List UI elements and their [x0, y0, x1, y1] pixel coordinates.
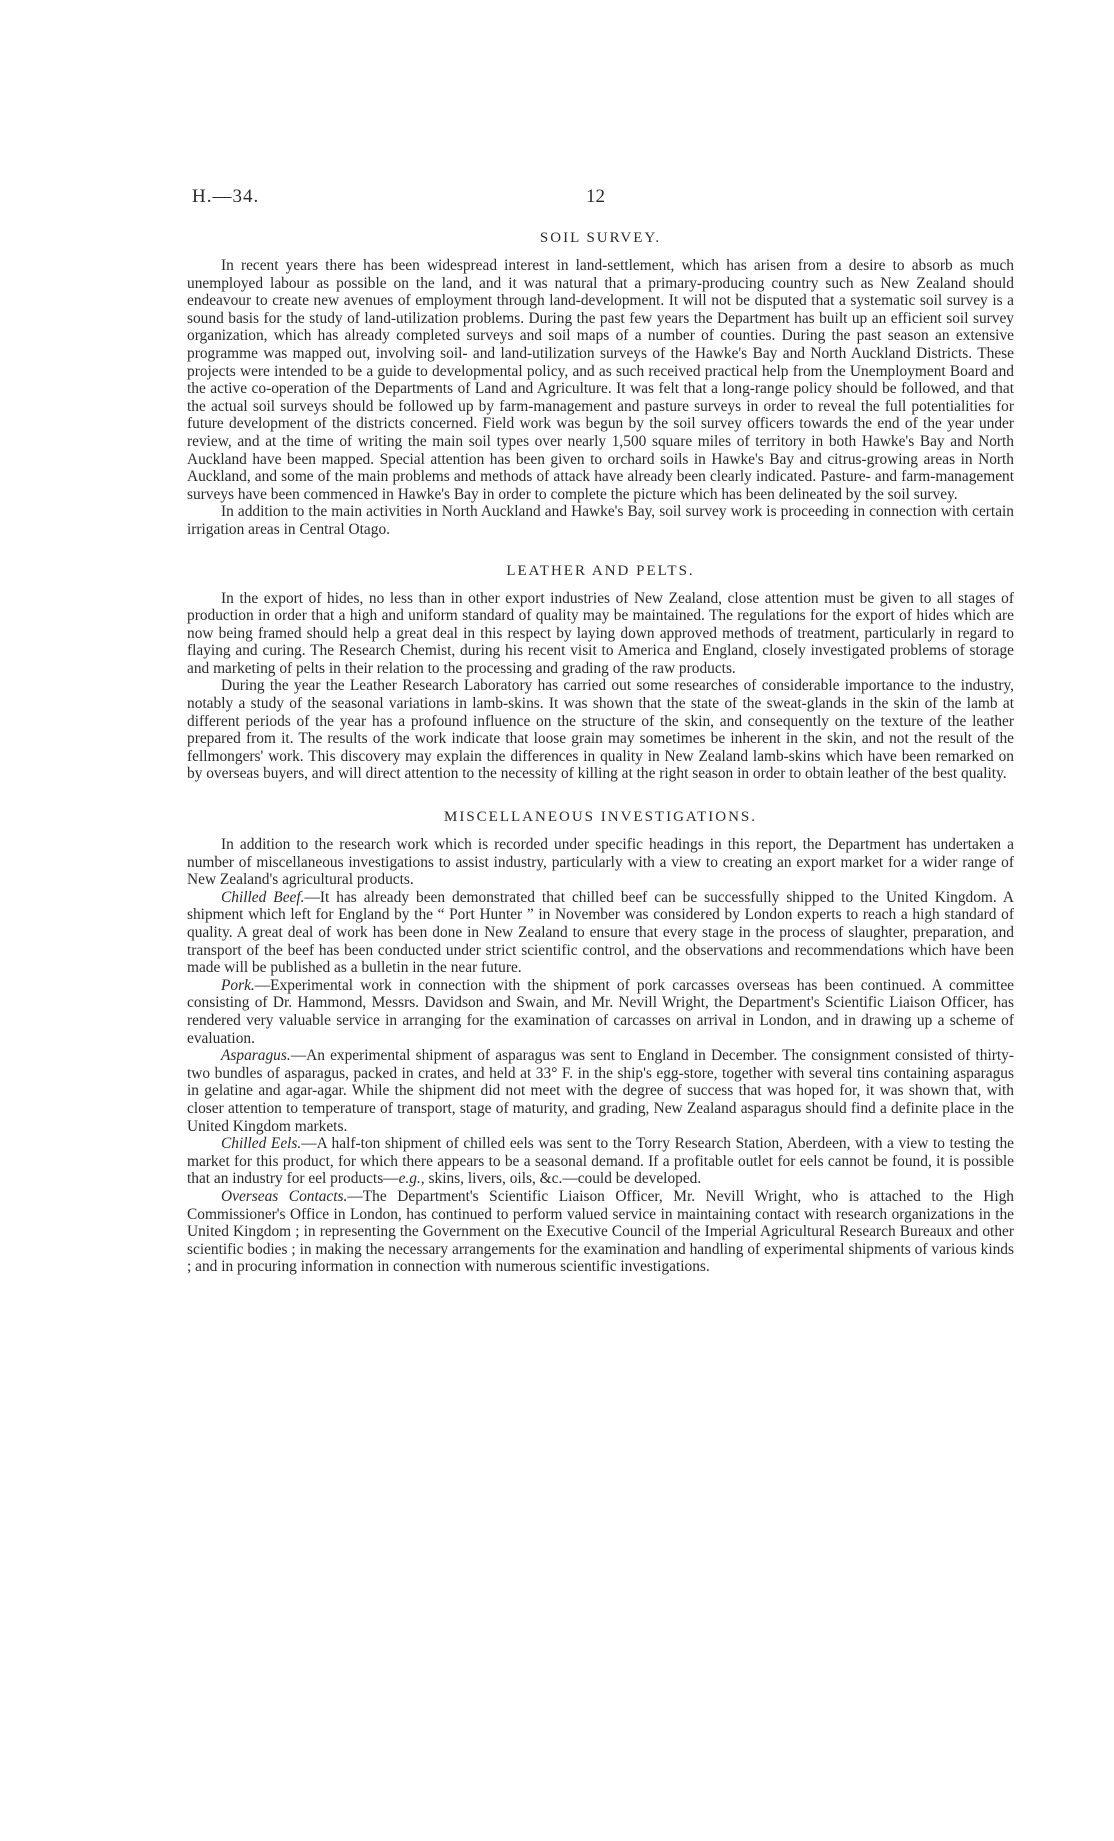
paragraph-text: —A half-ton shipment of chilled eels was sent to the Torry Research Station, Aberdeen, with a view to testing the market for this product, for which there appears to be a seasonal demand. If a profitable outlet for eels cannot be found, it is possible that an industry for eel products—	[187, 1135, 1015, 1188]
page-header	[0, 186, 1114, 210]
paragraph-heading: Overseas Contacts.	[221, 1187, 348, 1205]
paragraph-heading: Chilled Eels.	[221, 1135, 302, 1153]
section-leather-and-pelts	[187, 561, 1014, 784]
document-body	[187, 228, 1014, 1276]
paragraph-overseas-contacts	[187, 1188, 1014, 1276]
paragraph-text: In addition to the research work which is recorded under specific headings in this report, the Department has undertaken a number of miscellaneous investigations to assist industry, particularly with a view to creating an export market for a wider range of New Zealand's agricultural products.	[187, 836, 1014, 889]
paragraph-text: —It has already been demonstrated that chilled beef can be successfully shipped to the United Kingdom. A shipment which left for England by the “ Port Hunter ” in November was considered by London experts to reach a high standard of quality. A great deal of work has been done in New Zealand to ensure that every stage in the process of slaughter, preparation, and transport of the beef has been conducted under strict scientific control, and the observations and recommendations which have been made will be published as a bulletin in the near future.	[187, 888, 1014, 977]
paragraph-heading: Asparagus.	[221, 1047, 291, 1065]
paragraph-pork	[187, 977, 1014, 1047]
paragraph: In recent years there has been widespread interest in land-settlement, which has arisen from a desire to absorb as much unemployed labour as possible on the land, and it was natural that a primary-producing country such as New Zealand should endeavour to create new avenues of employment through land-development. It will not be disputed that a systematic soil survey is a sound basis for the study of land-utilization problems. During the past few years the Department has built up an efficient soil survey organization, which has already completed surveys and soil maps of a number of counties. During the past season an extensive programme was mapped out, involving soil- and land-utilization surveys of the Hawke's Bay and North Auckland Districts. These projects were intended to be a guide to developmental policy, and as such received practical help from the Unemployment Board and the active co-operation of the Departments of Land and Agriculture. It was felt that a long-range policy should be followed, and that the actual soil surveys should be followed up by farm-management and pasture surveys in order to reveal the full potentialities for future development of the districts concerned. Field work was begun by the soil survey officers towards the end of the year under review, and at the time of writing the main soil types over nearly 1,500 square miles of territory in both Hawke's Bay and North Auckland have been mapped. Special attention has been given to orchard soils in Hawke's Bay and citrus-growing areas in North Auckland, and some of the main problems and methods of attack have already been clearly indicated. Pasture- and farm-management surveys have been commenced in Hawke's Bay in order to complete the picture which has been delineated by the soil survey.	[187, 257, 1014, 503]
paragraph-chilled-eels	[187, 1135, 1014, 1188]
paragraph-heading: Chilled Beef.	[221, 888, 305, 906]
paragraph: In addition to the main activities in North Auckland and Hawke's Bay, soil survey work is proceeding in connection with certain irrigation areas in Central Otago.	[187, 503, 1014, 538]
section-title: MISCELLANEOUS INVESTIGATIONS.	[444, 809, 757, 826]
section-soil-survey	[187, 228, 1014, 539]
section-title: SOIL SURVEY.	[539, 230, 662, 246]
paragraph-chilled-beef	[187, 889, 1014, 977]
paragraph: During the year the Leather Research Laboratory has carried out some researches of considerable importance to the industry, notably a study of the seasonal variations in lamb-skins. It was shown that the state of the sweat-glands in the skin of the lamb at different periods of the year has a profound influence on the structure of the skin, and consequently on the texture of the leather prepared from it. The results of the work indicate that loose grain may sometimes be inherent in the skin, and not the result of the fellmongers' work. This discovery may explain the differences in quality in New Zealand lamb-skins which have been remarked on by overseas buyers, and will direct attention to the necessity of killing at the right season in order to obtain leather of the best quality.	[187, 677, 1014, 783]
document-reference: H.—34.	[192, 186, 260, 207]
paragraph-heading: Pork.	[221, 976, 255, 994]
paragraph-asparagus	[187, 1047, 1014, 1135]
page-number: 12	[586, 186, 605, 207]
paragraph-text: —Experimental work in connection with the shipment of pork carcasses overseas has been continued. A committee consisting of Dr. Hammond, Messrs. Davidson and Swain, and Mr. Nevill Wright, the Department's Scientific Liaison Officer, has rendered very valuable service in arranging for the examination of carcasses on arrival in London, and in drawing up a scheme of evaluation.	[187, 976, 1014, 1047]
section-miscellaneous-investigations	[187, 807, 1014, 1276]
paragraph: In the export of hides, no less than in other export industries of New Zealand, close attention must be given to all stages of production in order that a high and uniform standard of quality may be maintained. The regulations for the export of hides which are now being framed should help a great deal in this respect by laying down approved methods of treatment, particularly in regard to flaying and curing. The Research Chemist, during his recent visit to America and England, closely investigated problems of storage and marketing of pelts in their relation to the processing and grading of the raw products.	[187, 589, 1014, 677]
paragraph	[187, 836, 1014, 889]
paragraph-text: —The Department's Scientific Liaison Officer, Mr. Nevill Wright, who is attached to the High Commissioner's Office in London, has continued to perform valued service in maintaining contact with research organizations in the United Kingdom ; in representing the Government on the Executive Council of the Imperial Agricultural Research Bureaux and other scientific bodies ; in making the necessary arrangements for the examination and handling of experimental shipments of various kinds ; and in procuring information in connection with numerous scientific investigations.	[187, 1187, 1015, 1276]
section-title: LEATHER AND PELTS.	[506, 562, 695, 579]
paragraph-text: —An experimental shipment of asparagus was sent to England in December. The consignment consisted of thirty-two bundles of asparagus, packed in crates, and held at 33° F. in the ship's egg-store, together with several tins containing asparagus in gelatine and agar-agar. While the shipment did not meet with the degree of success that was hoped for, it was shown that, with closer attention to temperature of transport, stage of maturity, and grading, New Zealand asparagus should find a definite place in the United Kingdom markets.	[187, 1047, 1014, 1135]
paragraph-emphasis: e.g.,	[398, 1170, 425, 1188]
paragraph-text-tail: skins, livers, oils, &c.—could be developed.	[424, 1170, 702, 1188]
